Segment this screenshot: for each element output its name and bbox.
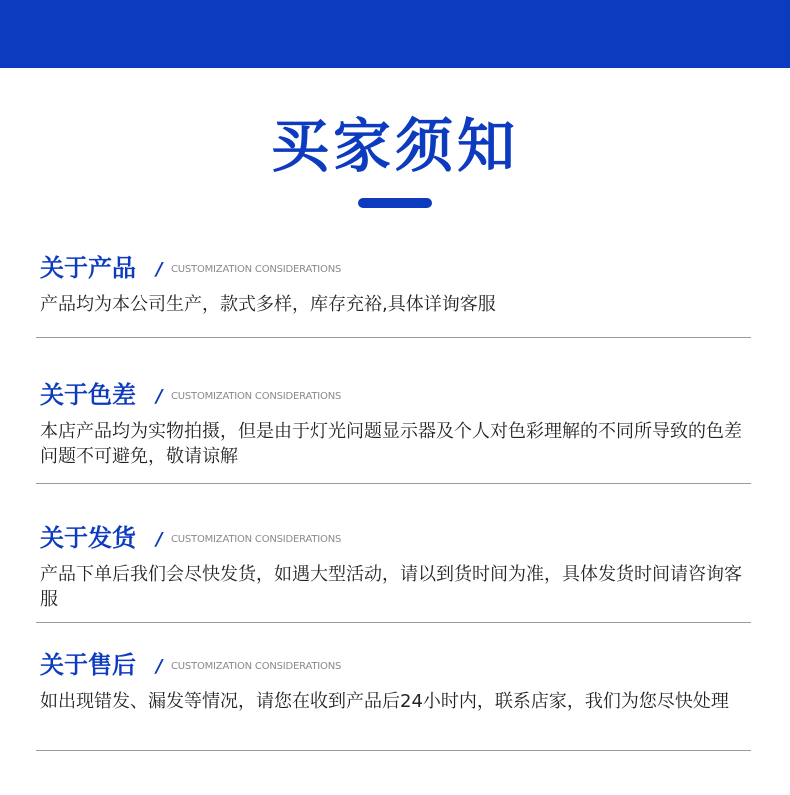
top-banner-bar — [0, 0, 790, 68]
section-body: 产品均为本公司生产，款式多样，库存充裕,具体详询客服 — [40, 294, 496, 315]
section-color-difference — [38, 379, 752, 467]
section-heading: 关于发货 — [40, 524, 136, 552]
section-heading: 关于售后 — [40, 651, 136, 679]
section-header — [38, 649, 752, 683]
section-header — [38, 379, 752, 413]
section-header — [38, 252, 752, 286]
slash-separator: / — [156, 656, 163, 677]
section-product — [38, 252, 752, 315]
section-body: 如出现错发、漏发等情况，请您在收到产品后24小时内，联系店家，我们为您尽快处理 — [40, 691, 729, 712]
section-subtitle: CUSTOMIZATION CONSIDERATIONS — [171, 661, 342, 672]
slash-separator: / — [156, 386, 163, 407]
divider — [36, 622, 751, 623]
section-body: 产品下单后我们会尽快发货，如遇大型活动，请以到货时间为准，具体发货时间请咨询客服 — [40, 564, 742, 610]
section-body: 本店产品均为实物拍摄，但是由于灯光问题显示器及个人对色彩理解的不同所导致的色差问题不可避免，敬请谅解 — [40, 421, 742, 467]
section-header — [38, 522, 752, 556]
section-subtitle: CUSTOMIZATION CONSIDERATIONS — [171, 534, 342, 545]
divider — [36, 750, 751, 751]
divider — [36, 483, 751, 484]
section-heading: 关于色差 — [40, 381, 136, 409]
slash-separator: / — [156, 259, 163, 280]
section-subtitle: CUSTOMIZATION CONSIDERATIONS — [171, 264, 342, 275]
title-underline — [358, 198, 432, 208]
section-heading: 关于产品 — [40, 254, 136, 282]
slash-separator: / — [156, 529, 163, 550]
page-title: 买家须知 — [270, 112, 519, 180]
section-shipping — [38, 522, 752, 610]
section-subtitle: CUSTOMIZATION CONSIDERATIONS — [171, 391, 342, 402]
divider — [36, 337, 751, 338]
section-after-sales — [38, 649, 752, 712]
